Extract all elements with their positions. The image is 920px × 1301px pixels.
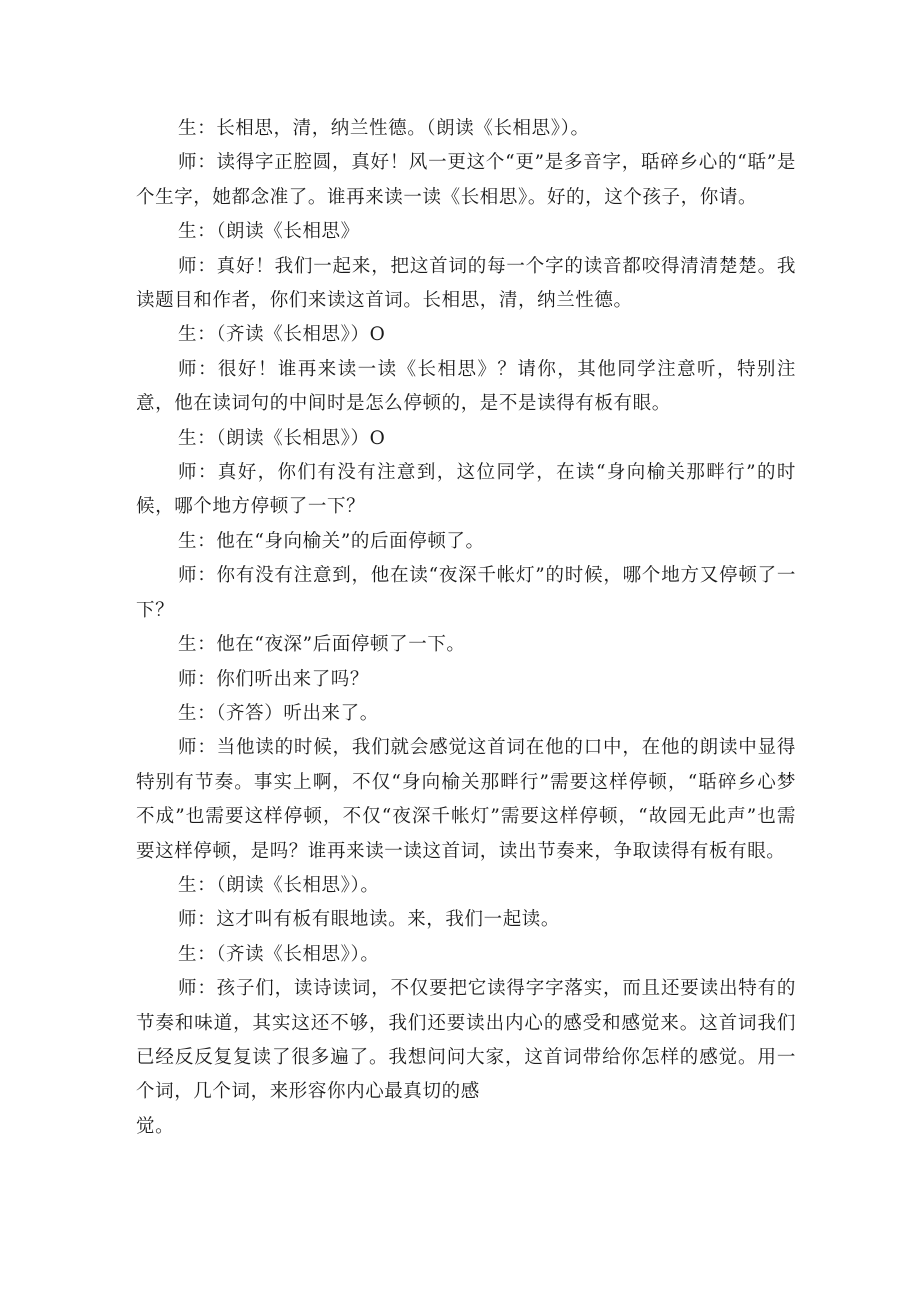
paragraph-15: 生：（朗读《长相思》）。 [178,874,380,896]
paragraph-5: 生：（齐读《长相思》）O [178,324,386,346]
paragraph-17: 生：（齐读《长相思》）。 [178,943,380,965]
paragraph-7: 生：（朗读《长相思》）O [178,427,386,449]
paragraph-12: 师：你们听出来了吗？ [178,668,370,690]
paragraph-4: 师：真好！我们一起来，把这首词的每一个字的读音都咬得清清楚楚。我读题目和作者，你们来读这首词。长相思，清，纳兰性德。 [136,255,796,312]
paragraph-6: 师：很好！谁再来读一读《长相思》？请你，其他同学注意听，特别注意，他在读词句的中间时是怎么停顿的，是不是读得有板有眼。 [136,358,796,415]
paragraph-11: 生：他在“夜深”后面停顿了一下。 [178,634,466,656]
paragraph-9: 生：他在“身向榆关”的后面停顿了。 [178,530,485,552]
paragraph-16: 师：这才叫有板有眼地读。来，我们一起读。 [178,909,561,931]
paragraph-1: 生：长相思，清，纳兰性德。（朗读《长相思》）。 [178,118,590,139]
paragraph-2: 师：读得字正腔圆，真好！风一更这个“更”是多音字，聒碎乡心的“聒”是个生字，她都念准了。谁再来读一读《长相思》。好的，这个孩子，你请。 [136,152,796,208]
paragraph-13: 生：（齐答）听出来了。 [178,702,379,724]
paragraph-18: 师：孩子们，读诗读词，不仅要把它读得字字落实，而且还要读出特有的节奏和味道，其实这还不够，我们还要读出内心的感受和感觉来。这首词我们已经反反复复读了很多遍了。我想问问大家，这首词带给你怎样的感觉。用一个词，几个词，来形容你内心最真切的感 [136,978,796,1103]
paragraph-14: 师：当他读的时候，我们就会感觉这首词在他的口中，在他的朗读中显得特别有节奏。事实上啊，不仅“身向榆关那畔行”需要这样停顿，“聒碎乡心梦不成”也需要这样停顿，不仅“夜深千帐灯”需要这样停顿，“故园无此声”也需要这样停顿，是吗？谁再来读一读这首词，读出节奏来，争取读得有板有眼。 [136,737,796,862]
document-body [136,112,796,1144]
paragraph-3: 生：（朗读《长相思》 [178,221,360,243]
paragraph-19: 觉。 [136,1115,175,1137]
paragraph-10: 师：你有没有注意到，他在读“夜深千帐灯”的时候，哪个地方又停顿了一下？ [136,565,796,621]
paragraph-8: 师：真好，你们有没有注意到，这位同学，在读“身向榆关那畔行”的时候，哪个地方停顿了一下？ [136,462,796,518]
